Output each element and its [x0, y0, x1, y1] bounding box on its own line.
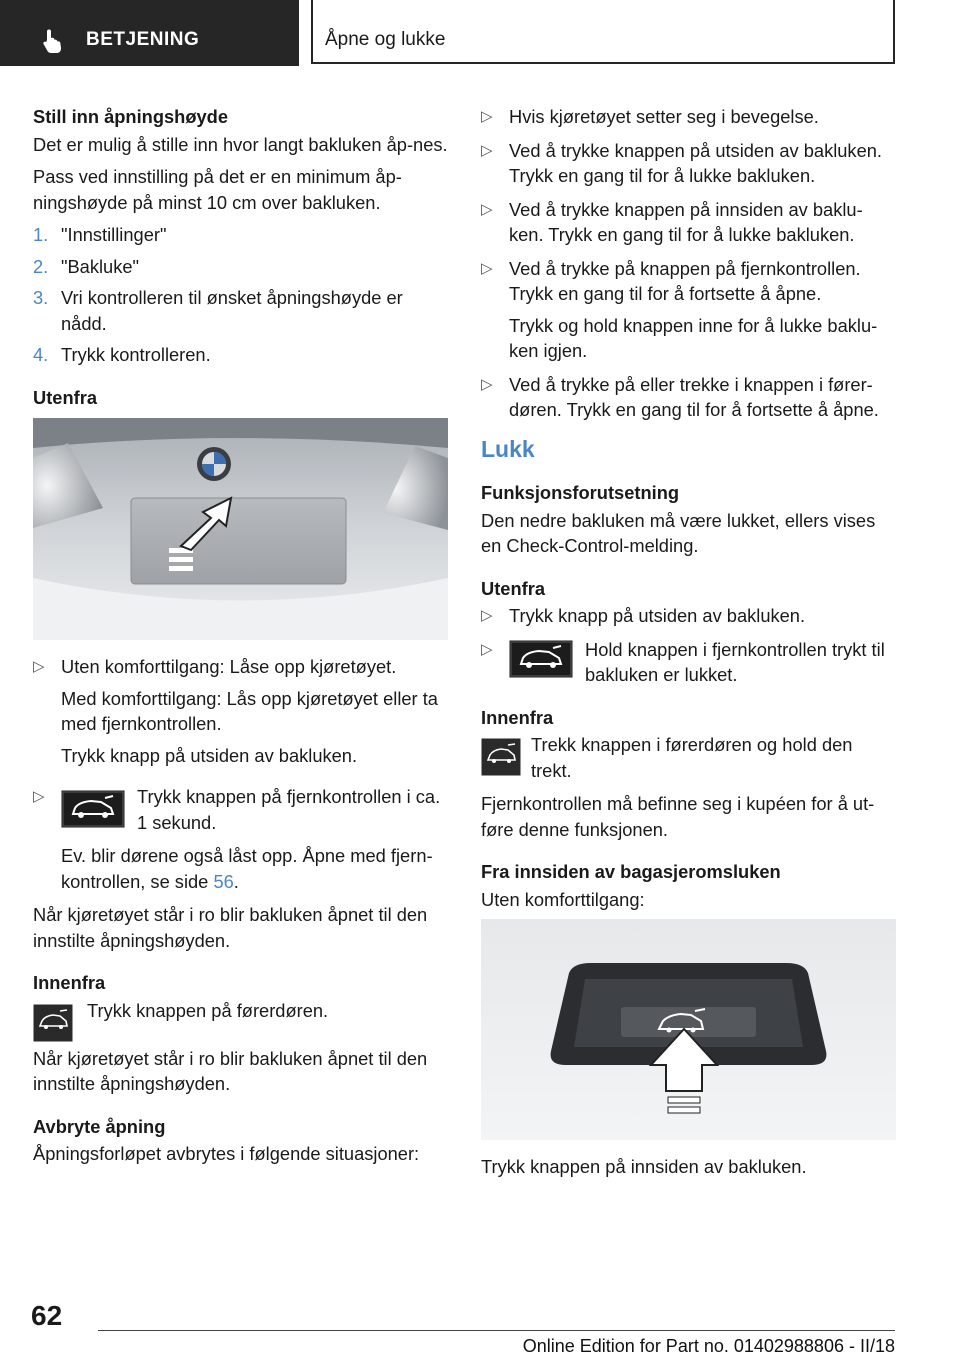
step-text: Vri kontrolleren til ønsket åpningshøyde er nådd.: [61, 287, 403, 334]
triangle-bullet-icon: ▷: [481, 108, 493, 125]
page-title: Åpne og lukke: [325, 29, 446, 50]
paragraph: Fjernkontrollen må befinne seg i kupéen for å ut-føre denne funksjonen.: [481, 793, 875, 840]
list-item: [33, 254, 448, 280]
icon-row: [509, 637, 896, 688]
list-item: [33, 342, 448, 368]
section-tab: [0, 0, 299, 66]
paragraph: Pass ved innstilling på det er en minimum åp-ningshøyde på minst 10 cm over bakluken.: [33, 166, 402, 213]
right-column: [481, 104, 896, 1187]
list-item: [481, 637, 896, 688]
triangle-bullet-icon: ▷: [481, 141, 493, 159]
icon-row: [61, 784, 448, 835]
triangle-bullet-icon: ▷: [481, 200, 493, 218]
heading-close: Lukk: [481, 435, 535, 462]
figure-caption: Trykk knappen på innsiden av bakluken.: [481, 1156, 807, 1177]
bullet-text: Hvis kjøretøyet setter seg i bevegelse.: [509, 106, 819, 127]
paragraph: Uten komforttilgang:: [481, 888, 645, 910]
inner-button-photo: [481, 919, 896, 1140]
paragraph: Når kjøretøyet står i ro blir bakluken åpnet til den innstilte åpningshøyden.: [33, 1047, 428, 1094]
hand-pointer-icon: [40, 28, 66, 54]
bullet-text: Uten komforttilgang: Låse opp kjøretøyet.: [61, 656, 397, 677]
icon-row: [481, 732, 896, 783]
heading-abort: Avbryte åpning: [33, 1115, 166, 1137]
page-header: [0, 0, 960, 66]
bullet-text: Ved å trykke knappen på innsiden av baklu-ken. Trykk en gang til for å lukke bakluken.: [509, 198, 863, 245]
icon-row: [33, 998, 448, 1038]
list-item: [481, 104, 896, 130]
paragraph: Når kjøretøyet står i ro blir bakluken åpnet til den innstilte åpningshøyden.: [33, 904, 428, 951]
door-tailgate-button-icon: [33, 1004, 73, 1042]
steps-list: [33, 222, 448, 368]
outside-list: [33, 654, 448, 894]
remote-tailgate-button-icon: [509, 640, 573, 678]
list-item: [481, 197, 896, 248]
list-item: [33, 784, 448, 894]
close-outside-list: [481, 603, 896, 688]
paragraph: Åpningsforløpet avbrytes i følgende situasjoner:: [33, 1143, 420, 1164]
triangle-bullet-icon: ▷: [481, 375, 493, 393]
heading-from-inside: Fra innsiden av bagasjeromsluken: [481, 861, 781, 882]
tailgate-photo: [33, 418, 448, 640]
bullet-text: Ved å trykke knappen på utsiden av bakluken. Trykk en gang til for å lukke bakluken.: [509, 139, 882, 186]
step-number: 1.: [33, 224, 49, 245]
step-number: 3.: [33, 287, 49, 308]
bullet-text: Ved å trykke på knappen på fjernkontrollen. Trykk en gang til for å fortsette å åpne.: [509, 257, 861, 304]
tailgate-illustration: [33, 418, 448, 640]
sub-paragraph: Trykk knapp på utsiden av bakluken.: [61, 744, 358, 766]
bullet-text: Ved å trykke på eller trekke i knappen i fører-døren. Trykk en gang til for å fortsette å åpne.: [509, 373, 879, 420]
sub-paragraph: Med komforttilgang: Lås opp kjøretøyet eller ta med fjernkontrollen.: [61, 687, 438, 734]
list-item: [33, 222, 448, 248]
step-text: "Innstillinger": [61, 224, 167, 245]
inside-text: Trekk knappen i førerdøren og hold den trekt.: [531, 734, 853, 781]
punct: .: [233, 870, 239, 892]
page-number: 62: [31, 1300, 63, 1331]
page-link[interactable]: 56: [213, 870, 234, 892]
step-number: 2.: [33, 255, 49, 277]
step-text: "Bakluke": [61, 255, 140, 277]
list-item: [33, 285, 448, 336]
inner-button-illustration: [481, 919, 896, 1140]
list-item: [481, 372, 896, 423]
heading-outside: Utenfra: [33, 386, 97, 408]
bullet-text: Trykk knapp på utsiden av bakluken.: [509, 605, 806, 626]
inside-text: Trykk knappen på førerdøren.: [87, 999, 329, 1021]
triangle-bullet-icon: ▷: [33, 658, 45, 675]
abort-list: [481, 104, 896, 423]
sub-paragraph: Trykk og hold knappen inne for å lukke baklu-ken igjen.: [509, 314, 878, 361]
triangle-bullet-icon: ▷: [481, 640, 493, 658]
door-tailgate-button-icon: [481, 738, 521, 776]
paragraph: Det er mulig å stille inn hvor langt bakluken åp-nes.: [33, 133, 448, 155]
heading-set-opening-height: Still inn åpningshøyde: [33, 106, 229, 127]
sub-text: Ev. blir dørene også låst opp. Åpne med fjern-kontrollen, se side: [61, 845, 433, 892]
bullet-text: Trykk knappen på fjernkontrollen i ca. 1 sekund.: [137, 786, 441, 833]
heading-inside: Innenfra: [33, 972, 106, 993]
list-item: [481, 256, 896, 364]
step-number: 4.: [33, 344, 49, 365]
paragraph: Den nedre bakluken må være lukket, ellers vises en Check-Control-melding.: [481, 509, 876, 556]
triangle-bullet-icon: ▷: [481, 607, 493, 624]
triangle-bullet-icon: ▷: [33, 788, 45, 805]
footer-edition: Online Edition for Part no. 01402988806 - II/18: [522, 1336, 895, 1356]
triangle-bullet-icon: ▷: [481, 259, 493, 277]
sub-paragraph: [61, 843, 448, 894]
heading-inside: Innenfra: [481, 706, 554, 728]
list-item: [481, 603, 896, 629]
heading-outside: Utenfra: [481, 577, 545, 599]
list-item: [481, 138, 896, 189]
footer-rule: [98, 1330, 895, 1331]
list-item: [33, 654, 448, 768]
heading-prerequisite: Funksjonsforutsetning: [481, 482, 680, 503]
left-column: [33, 104, 448, 1174]
bullet-text: Hold knappen i fjernkontrollen trykt til bakluken er lukket.: [585, 638, 885, 685]
section-label: BETJENING: [86, 29, 200, 50]
remote-tailgate-button-icon: [61, 790, 125, 828]
step-text: Trykk kontrolleren.: [61, 344, 211, 365]
